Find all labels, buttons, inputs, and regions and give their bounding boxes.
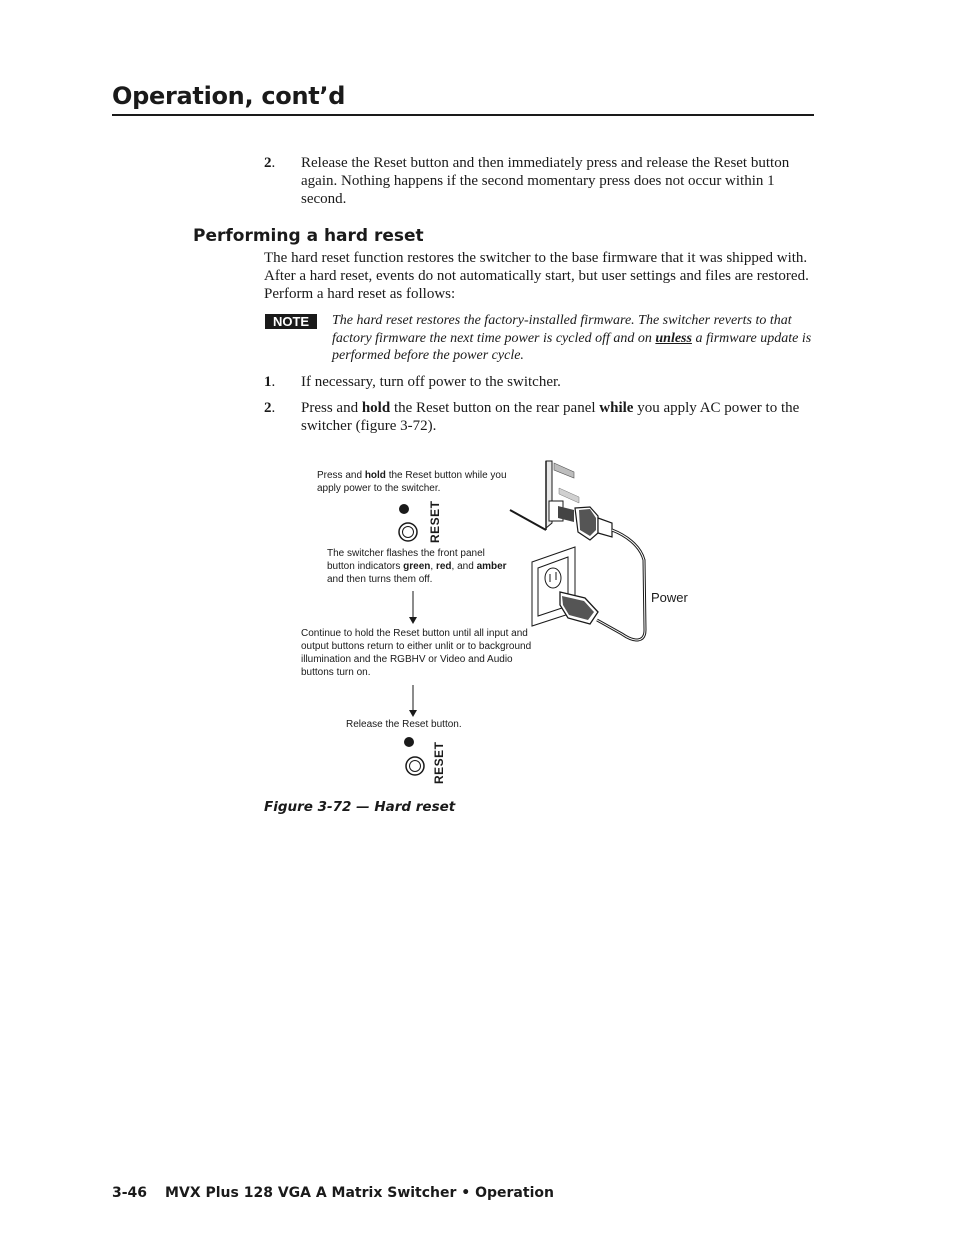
step-text: Press and hold the Reset button on the rear panel while you apply AC power to the switcher (figure 3-72).	[301, 400, 800, 434]
arrow-head-icon	[409, 617, 417, 624]
step-text: Release the Reset button and then immediately press and release the Reset button again. Nothing happens if the second momentary press does not occur within 1 second.	[301, 155, 790, 207]
page-number: 3-46	[112, 1185, 148, 1201]
step-number: 2.	[264, 155, 276, 171]
figure-step-4: Release the Reset button.	[346, 719, 462, 730]
figure-step-3: Continue to hold the Reset button until all input and output buttons return to either unlit or to background illumination and the RGBHV or Video and Audio buttons turn on.	[301, 628, 532, 678]
reset-label: RESET	[428, 500, 442, 543]
reset-button-icon	[399, 523, 417, 541]
reset-led-icon	[399, 504, 409, 514]
note-text: The hard reset restores the factory-installed firmware. The switcher reverts to that factory firmware the next time power is cycled off and on unless a firmware update is performed before the power cycle.	[332, 313, 812, 363]
step-number: 1.	[264, 374, 276, 390]
wall-outlet-icon	[532, 547, 598, 626]
figure-step-2: The switcher flashes the front panel button indicators green, red, and amber and then turns them off.	[327, 548, 507, 585]
note-emphasis: unless	[655, 330, 692, 346]
reset-label: RESET	[432, 741, 446, 784]
step-number: 2.	[264, 400, 276, 416]
step-text: If necessary, turn off power to the switcher.	[301, 374, 561, 390]
section-heading: Performing a hard reset	[193, 226, 424, 246]
reset-led-icon	[404, 737, 414, 747]
power-label: Power	[651, 590, 688, 605]
figure-caption: Figure 3-72 — Hard reset	[264, 799, 456, 815]
switcher-rear-panel-icon	[510, 461, 579, 530]
page-footer	[112, 1185, 554, 1201]
figure-step-1: Press and hold the Reset button while you apply power to the switcher.	[317, 470, 507, 494]
note-badge: NOTE	[265, 314, 317, 329]
page-title: Operation, cont’d	[112, 82, 346, 110]
footer-title: MVX Plus 128 VGA A Matrix Switcher • Operation	[165, 1185, 554, 1201]
section-intro: The hard reset function restores the switcher to the base firmware that it was shipped with. After a hard reset, events do not automatically start, but user settings and files are restored. Perform a hard reset as follows:	[264, 250, 809, 302]
reset-button-icon	[406, 757, 424, 775]
arrow-head-icon	[409, 710, 417, 717]
